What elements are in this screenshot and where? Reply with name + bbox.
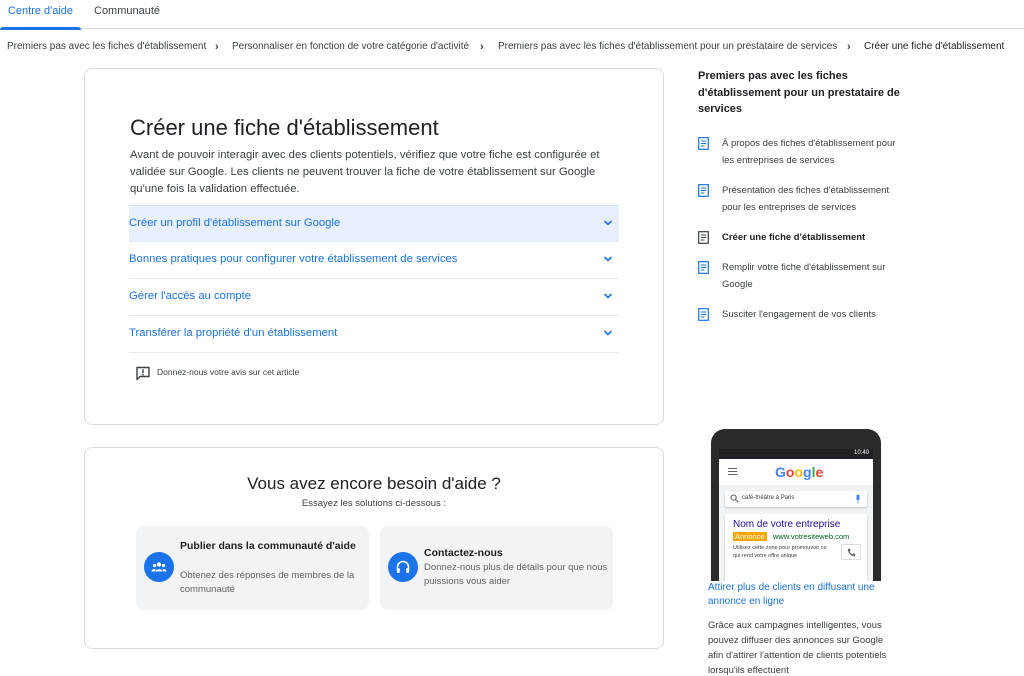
document-icon	[698, 184, 709, 197]
ad-description: Utilisez cette zone pour promouvoir ce qui rend votre offre unique	[733, 545, 827, 559]
accordion-item[interactable]	[129, 316, 619, 353]
breadcrumb-chevron-icon: ›	[847, 41, 851, 53]
article-intro: Avant de pouvoir interagir avec des clients potentiels, vérifiez que votre fiche est configurée et validée sur Google. Les clients ne peuvent trouver la fiche de votre établissement sur Google qu'une fois la validation effectuée.	[130, 149, 600, 195]
community-icon	[144, 552, 174, 582]
accordion	[129, 205, 619, 353]
phone-header	[719, 459, 873, 485]
breadcrumb-current: Créer une fiche d'établissement	[864, 41, 1005, 52]
tab-help-center[interactable]: Centre d'aide	[0, 0, 81, 29]
tab-community[interactable]: Communauté	[94, 5, 161, 17]
accordion-item[interactable]	[129, 205, 619, 242]
breadcrumb-chevron-icon: ›	[215, 41, 219, 53]
breadcrumb-chevron-icon: ›	[480, 41, 484, 53]
ad-url: www.votresiteweb.com	[773, 532, 850, 541]
top-nav	[0, 0, 1024, 29]
microphone-icon	[855, 494, 861, 504]
document-icon	[698, 308, 709, 321]
promo-link[interactable]: Attirer plus de clients en diffusant une annonce en ligne	[708, 582, 875, 607]
option-description: Obtenez des réponses de membres de la communauté	[180, 570, 355, 595]
sidebar-item-label: À propos des fiches d'établissement pour les entreprises de services	[722, 138, 896, 166]
phone-ad-result	[725, 514, 867, 581]
chevron-down-icon	[603, 218, 613, 228]
option-title: Publier dans la communauté d'aide	[180, 540, 356, 552]
sidebar-item-label: Créer une fiche d'établissement	[722, 232, 866, 243]
contact-option[interactable]	[380, 526, 613, 610]
sidebar-item-label: Présentation des fiches d'établissement pour les entreprises de services	[722, 185, 890, 213]
option-description: Donnez-nous plus de détails pour que nous puissions vous aider	[424, 562, 608, 587]
menu-icon	[728, 468, 737, 475]
sidebar-title: Premiers pas avec les fiches d'établissement pour un prestataire de services	[698, 70, 900, 115]
accordion-label: Transférer la propriété d'un établissement	[129, 327, 338, 339]
phone-search-box	[725, 491, 867, 507]
phone-illustration	[711, 429, 881, 581]
search-icon	[730, 494, 739, 503]
feedback-icon	[135, 365, 151, 381]
document-icon	[698, 231, 709, 244]
chevron-down-icon	[603, 291, 613, 301]
community-option[interactable]	[136, 526, 369, 610]
breadcrumb-item[interactable]: Premiers pas avec les fiches d'établissement pour un prestataire de services	[498, 41, 838, 52]
accordion-item[interactable]	[129, 279, 619, 316]
article-card	[84, 68, 664, 425]
phone-status-bar	[719, 449, 873, 459]
sidebar-item-label: Remplir votre fiche d'établissement sur Google	[722, 262, 886, 290]
chevron-down-icon	[603, 254, 613, 264]
feedback-label: Donnez-nous votre avis sur cet article	[157, 367, 300, 377]
document-icon	[698, 261, 709, 274]
help-subtitle: Essayez les solutions ci-dessous :	[301, 498, 447, 509]
sidebar-item-label: Susciter l'engagement de vos clients	[722, 309, 876, 320]
phone-time: 10:40	[853, 450, 869, 456]
accordion-label: Bonnes pratiques pour configurer votre établissement de services	[129, 253, 458, 265]
promo-text: Grâce aux campagnes intelligentes, vous pouvez diffuser des annonces sur Google afin d'attirer l'attention de clients potentiels lorsqu'ils effectuent	[708, 620, 887, 676]
breadcrumb-item[interactable]: Personnaliser en fonction de votre catégorie d'activité	[232, 41, 470, 52]
accordion-label: Gérer l'accès au compte	[129, 290, 252, 302]
ad-badge: Annonce	[735, 532, 765, 541]
help-title: Vous avez encore besoin d'aide ?	[247, 474, 501, 493]
breadcrumb-item[interactable]: Premiers pas avec les fiches d'établissement	[7, 41, 207, 52]
ad-call-button	[841, 544, 861, 560]
google-logo: Google	[775, 464, 824, 480]
headset-icon	[388, 552, 418, 582]
document-icon	[698, 137, 709, 150]
phone-screen	[719, 449, 873, 581]
chevron-down-icon	[603, 328, 613, 338]
page-title: Créer une fiche d'établissement	[130, 115, 439, 140]
option-title: Contactez-nous	[424, 547, 503, 559]
phone-search-text: café-théâtre à Paris	[742, 495, 795, 501]
accordion-item[interactable]	[129, 242, 619, 279]
phone-icon	[847, 548, 856, 557]
ad-business-name: Nom de votre entreprise	[733, 519, 841, 530]
help-card	[84, 447, 664, 649]
accordion-label: Créer un profil d'établissement sur Google	[129, 217, 341, 229]
